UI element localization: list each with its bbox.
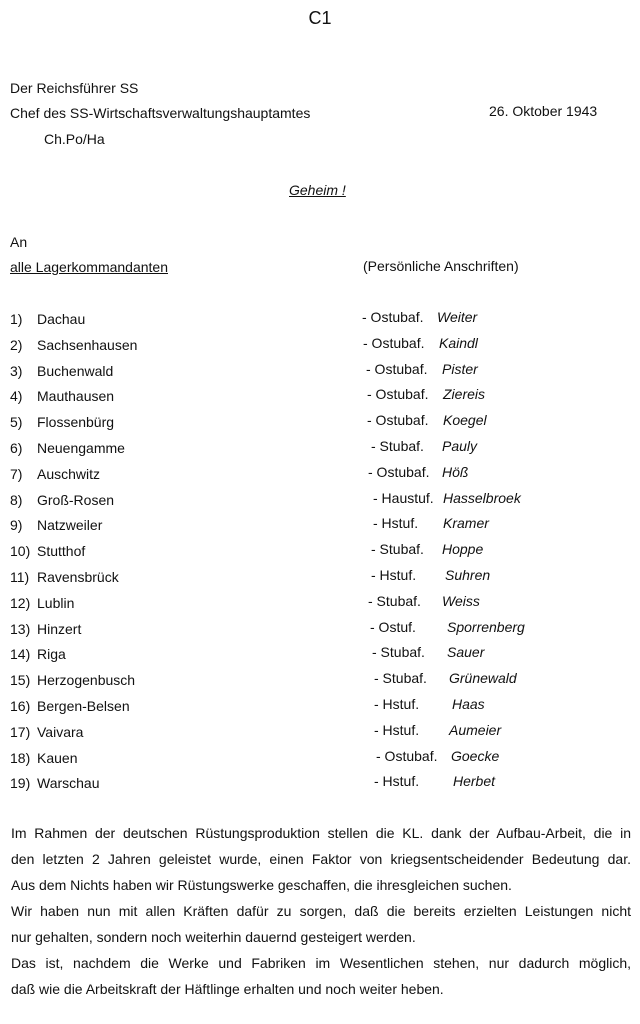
commandant-name: Goecke	[451, 747, 500, 764]
item-number: 10)	[10, 543, 31, 560]
body-line: Im Rahmen der deutschen Rüstungsproduktion stellen die KL. dank der Aufbau-Arbeit, die in	[11, 825, 631, 841]
list-item	[10, 308, 630, 334]
list-item	[10, 566, 630, 592]
camp-name: Neuengamme	[37, 439, 125, 456]
page-number: C1	[308, 8, 332, 28]
commandant-name: Ziereis	[443, 386, 486, 403]
commandant-name: Herbet	[453, 773, 496, 790]
sender-line-1: Der Reichsführer SS	[10, 80, 139, 96]
item-number: 18)	[10, 749, 31, 766]
list-item	[10, 437, 630, 463]
list-item	[10, 463, 630, 489]
list-item	[10, 721, 630, 747]
list-item	[10, 360, 630, 386]
item-number: 6)	[10, 439, 23, 456]
camp-name: Lublin	[37, 594, 75, 611]
classification-mark: Geheim !	[289, 182, 346, 198]
list-item	[10, 772, 630, 798]
body-line: Das ist, nachdem die Werke und Fabriken im Wesentlichen stehen, nur dadurch möglich,	[11, 955, 631, 971]
commandant-rank: - Ostubaf.	[376, 747, 438, 764]
list-item	[10, 489, 630, 515]
commandant-rank: - Ostubaf.	[367, 412, 429, 429]
list-item	[10, 385, 630, 411]
commandant-rank: - Hstuf.	[374, 721, 420, 738]
item-number: 9)	[10, 517, 23, 534]
camp-name: Herzogenbusch	[37, 672, 136, 689]
list-item	[10, 695, 630, 721]
recipient-prefix: An	[10, 234, 28, 250]
list-item	[10, 334, 630, 360]
list-item	[10, 540, 630, 566]
camp-name: Dachau	[37, 311, 86, 327]
commandant-rank: - Stubaf.	[368, 592, 421, 609]
camp-name: Natzweiler	[37, 517, 103, 534]
commandant-rank: - Ostubaf.	[362, 309, 424, 325]
commandant-rank: - Hstuf.	[371, 566, 417, 583]
commandant-name: Weiss	[442, 592, 480, 609]
commandant-name: Hasselbroek	[443, 489, 521, 506]
recipient-addressee: alle Lagerkommandanten	[10, 259, 168, 275]
camp-name: Riga	[37, 646, 66, 663]
item-number: 13)	[10, 620, 31, 637]
commandant-rank: - Stubaf.	[371, 437, 424, 454]
commandant-rank: - Stubaf.	[374, 670, 427, 687]
item-number: 16)	[10, 697, 31, 714]
recipient-note: (Persönliche Anschriften)	[363, 258, 519, 274]
commandant-rank: - Hstuf.	[373, 515, 419, 532]
commandant-name: Pister	[442, 360, 478, 377]
camp-name: Kauen	[37, 749, 78, 766]
item-number: 8)	[10, 491, 23, 508]
body-line: Wir haben nun mit allen Kräften dafür zu sorgen, daß die bereits erzielten Leistungen nicht	[11, 903, 631, 919]
commandant-name: Höß	[442, 463, 469, 480]
item-number: 11)	[10, 568, 30, 585]
commandant-name: Aumeier	[449, 721, 502, 738]
item-number: 12)	[10, 594, 31, 611]
list-item	[10, 592, 630, 618]
item-number: 2)	[10, 336, 23, 353]
camp-name: Flossenbürg	[37, 414, 115, 431]
list-item	[10, 514, 630, 540]
commandant-rank: - Stubaf.	[372, 644, 425, 661]
commandant-rank: - Ostuf.	[370, 618, 416, 635]
commandant-name: Koegel	[443, 412, 487, 429]
item-number: 19)	[10, 775, 31, 792]
commandant-name: Pauly	[442, 437, 478, 454]
item-number: 7)	[10, 465, 23, 482]
camp-name: Bergen-Belsen	[37, 697, 130, 714]
camp-name: Hinzert	[37, 620, 82, 637]
list-item	[10, 411, 630, 437]
body-line: Aus dem Nichts haben wir Rüstungswerke geschaffen, die ihresgleichen suchen.	[11, 877, 512, 893]
commandant-rank: - Stubaf.	[371, 541, 424, 558]
item-number: 17)	[10, 723, 31, 740]
body-line: daß wie die Arbeitskraft der Häftlinge erhalten und noch weiter heben.	[11, 981, 444, 997]
body-line: den letzten 2 Jahren geleistet wurde, einen Faktor von kriegsentscheidender Bedeutung dar.	[11, 851, 631, 867]
letter-body	[11, 820, 631, 1002]
sender-line-2: Chef des SS-Wirtschaftsverwaltungshauptamtes	[10, 105, 311, 121]
reference-code: Ch.Po/Ha	[44, 131, 105, 147]
commandant-rank: - Ostubaf.	[363, 334, 425, 351]
letter-date: 26. Oktober 1943	[489, 103, 598, 119]
list-item	[10, 669, 630, 695]
commandant-name: Hoppe	[442, 541, 484, 558]
commandant-name: Sporrenberg	[447, 618, 525, 635]
camp-name: Stutthof	[37, 543, 86, 560]
camp-name: Mauthausen	[37, 388, 115, 405]
camp-name: Ravensbrück	[37, 568, 119, 585]
item-number: 1)	[10, 311, 23, 327]
camp-name: Vaivara	[37, 723, 84, 740]
commandant-name: Weiter	[437, 309, 478, 325]
item-number: 14)	[10, 646, 31, 663]
commandant-name: Haas	[452, 695, 485, 712]
commandant-rank: - Hstuf.	[374, 695, 420, 712]
camp-name: Groß-Rosen	[37, 491, 115, 508]
item-number: 4)	[10, 388, 23, 405]
body-line: nur gehalten, sondern noch weiterhin dauernd gesteigert werden.	[11, 929, 416, 945]
commandant-rank: - Ostubaf.	[368, 463, 430, 480]
commandant-rank: - Hstuf.	[374, 773, 420, 790]
camp-name: Buchenwald	[37, 362, 114, 379]
item-number: 5)	[10, 414, 23, 431]
list-item	[10, 618, 630, 644]
item-number: 3)	[10, 362, 23, 379]
commandant-name: Suhren	[445, 566, 491, 583]
list-item	[10, 747, 630, 773]
commandant-rank: - Haustuf.	[373, 489, 434, 506]
commandant-name: Grünewald	[449, 670, 517, 687]
camp-name: Warschau	[37, 775, 100, 792]
camp-name: Auschwitz	[37, 465, 101, 482]
commandant-name: Kaindl	[439, 334, 478, 351]
camp-name: Sachsenhausen	[37, 336, 138, 353]
commandant-rank: - Ostubaf.	[366, 360, 428, 377]
camp-commandant-list	[10, 308, 630, 798]
item-number: 15)	[10, 672, 31, 689]
commandant-name: Sauer	[447, 644, 485, 661]
list-item	[10, 643, 630, 669]
commandant-name: Kramer	[443, 515, 489, 532]
commandant-rank: - Ostubaf.	[367, 386, 429, 403]
